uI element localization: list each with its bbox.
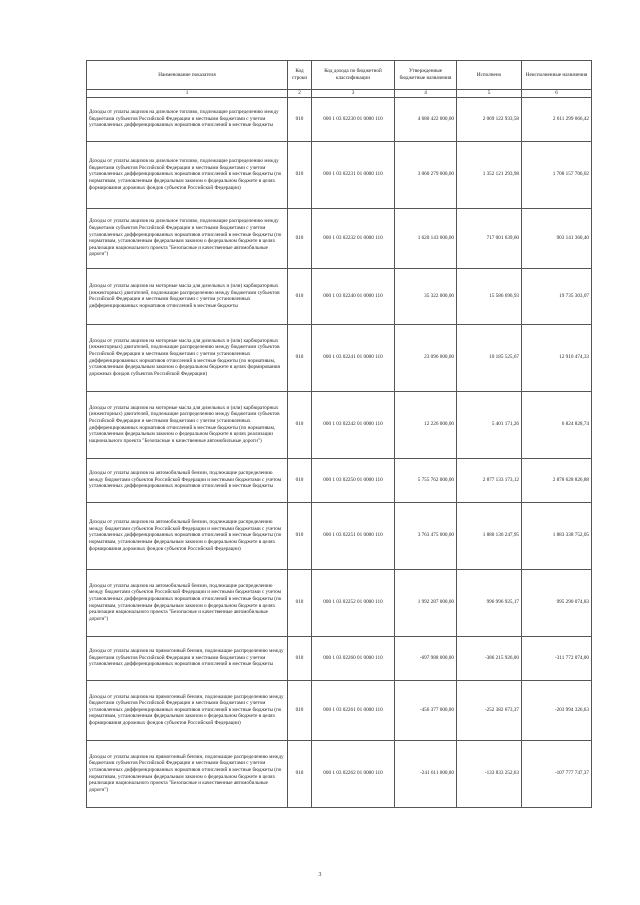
row-executed-cell: 1 352 121 293,98: [457, 141, 522, 208]
table-row: [87, 680, 592, 740]
page-number: 3: [318, 872, 322, 878]
row-line-cell: 010: [288, 97, 312, 141]
row-unexecuted-cell: 995 290 074,83: [522, 569, 592, 636]
row-unexecuted-cell: 2 878 628 826,88: [522, 458, 592, 502]
row-executed-cell: 2 069 122 933,58: [457, 97, 522, 141]
column-number: 2: [288, 90, 312, 98]
row-unexecuted-cell: 12 910 474,33: [522, 324, 592, 391]
row-unexecuted-cell: 6 824 828,74: [522, 391, 592, 458]
row-code-cell: 000 1 03 02230 01 0000 110: [312, 97, 395, 141]
row-approved-cell: 3 763 475 000,00: [395, 502, 457, 569]
row-code-cell: 000 1 03 02232 01 0000 110: [312, 208, 395, 268]
row-approved-cell: 12 226 000,00: [395, 391, 457, 458]
row-name-cell: Доходы от уплаты акцизов на дизельное топливо, подлежащие распределению между бюджетами субъектов Российской Федерации и местными бюджетами с учетом установленных дифференцированных нормативов отчислений в местные бюджеты (по нормативам, установленным федеральным законом о федеральном бюджете в целях формирования дорожных фондов субъектов Российской Федерации): [87, 141, 288, 208]
row-executed-cell: -252 382 673,37: [457, 680, 522, 740]
column-number: 5: [457, 90, 522, 98]
table-row: [87, 141, 592, 208]
row-line-cell: 010: [288, 268, 312, 324]
row-line-cell: 010: [288, 391, 312, 458]
row-code-cell: 000 1 03 02262 01 0000 110: [312, 740, 395, 807]
row-unexecuted-cell: 2 611 299 066,42: [522, 97, 592, 141]
row-line-cell: 010: [288, 502, 312, 569]
row-executed-cell: -386 215 926,00: [457, 636, 522, 680]
row-code-cell: 000 1 03 02250 01 0000 110: [312, 458, 395, 502]
row-approved-cell: 1 992 287 000,00: [395, 569, 457, 636]
row-approved-cell: 3 060 279 000,00: [395, 141, 457, 208]
row-executed-cell: -133 833 252,63: [457, 740, 522, 807]
row-name-cell: Доходы от уплаты акцизов на прямогонный бензин, подлежащие распределению между бюджетами субъектов Российской Федерации и местными бюджетами с учетом установленных дифференцированных нормативов отчислений в местные бюджеты: [87, 636, 288, 680]
row-executed-cell: 5 401 171,26: [457, 391, 522, 458]
row-code-cell: 000 1 03 02252 01 0000 110: [312, 569, 395, 636]
row-executed-cell: 996 996 925,17: [457, 569, 522, 636]
row-code-cell: 000 1 03 02241 01 0000 110: [312, 324, 395, 391]
row-approved-cell: 5 755 762 000,00: [395, 458, 457, 502]
row-executed-cell: 1 880 136 247,95: [457, 502, 522, 569]
header-executed: Исполнено: [457, 61, 522, 90]
column-number: 1: [87, 90, 288, 98]
row-code-cell: 000 1 03 02261 01 0000 110: [312, 680, 395, 740]
row-line-cell: 010: [288, 569, 312, 636]
row-code-cell: 000 1 03 02231 01 0000 110: [312, 141, 395, 208]
row-executed-cell: 10 185 525,67: [457, 324, 522, 391]
row-name-cell: Доходы от уплаты акцизов на автомобильный бензин, подлежащие распределению между бюджетами субъектов Российской Федерации и местными бюджетами с учетом установленных дифференцированных нормативов отчислений в местные бюджеты (по нормативам, установленным федеральным законом о федеральном бюджете в целях реализации национального проекта "Безопасные и качественные автомобильные дороги"): [87, 569, 288, 636]
table-row: [87, 458, 592, 502]
row-line-cell: 010: [288, 740, 312, 807]
row-unexecuted-cell: -107 777 747,37: [522, 740, 592, 807]
table-row: [87, 391, 592, 458]
row-name-cell: Доходы от уплаты акцизов на прямогонный бензин, подлежащие распределению между бюджетами субъектов Российской Федерации и местными бюджетами с учетом установленных дифференцированных нормативов отчислений в местные бюджеты (по нормативам, установленным федеральным законом о федеральном бюджете в целях реализации национального проекта "Безопасные и качественные автомобильные дороги"): [87, 740, 288, 807]
row-code-cell: 000 1 03 02242 01 0000 110: [312, 391, 395, 458]
row-unexecuted-cell: -203 994 326,63: [522, 680, 592, 740]
header-row: [87, 61, 592, 90]
header-unexecuted: Неисполненные назначения: [522, 61, 592, 90]
table-row: [87, 502, 592, 569]
row-approved-cell: -456 377 000,00: [395, 680, 457, 740]
row-name-cell: Доходы от уплаты акцизов на автомобильный бензин, подлежащие распределению между бюджетами субъектов Российской Федерации и местными бюджетами с учетом установленных дифференцированных нормативов отчислений в местные бюджеты (по нормативам, установленным федеральным законом о федеральном бюджете в целях формирования дорожных фондов субъектов Российской Федерации): [87, 502, 288, 569]
row-executed-cell: 2 877 133 173,12: [457, 458, 522, 502]
table-row: [87, 324, 592, 391]
row-unexecuted-cell: 903 141 360,40: [522, 208, 592, 268]
table-row: [87, 740, 592, 807]
row-line-cell: 010: [288, 458, 312, 502]
row-name-cell: Доходы от уплаты акцизов на автомобильный бензин, подлежащие распределению между бюджетами субъектов Российской Федерации и местными бюджетами с учетом установленных дифференцированных нормативов отчислений в местные бюджеты: [87, 458, 288, 502]
row-line-cell: 010: [288, 141, 312, 208]
column-number: 4: [395, 90, 457, 98]
row-approved-cell: -697 988 000,00: [395, 636, 457, 680]
row-line-cell: 010: [288, 208, 312, 268]
revenue-table: [86, 60, 592, 808]
table-row: [87, 208, 592, 268]
row-unexecuted-cell: 1 708 157 706,02: [522, 141, 592, 208]
row-name-cell: Доходы от уплаты акцизов на моторные масла для дизельных и (или) карбюраторных (инжекторных) двигателей, подлежащие распределению между бюджетами субъектов Российской Федерации и местными бюджетами с учетом установленных дифференцированных нормативов отчислений в местные бюджеты: [87, 268, 288, 324]
row-approved-cell: 35 322 000,00: [395, 268, 457, 324]
row-line-cell: 010: [288, 324, 312, 391]
row-code-cell: 000 1 03 02251 01 0000 110: [312, 502, 395, 569]
table-row: [87, 569, 592, 636]
row-code-cell: 000 1 03 02260 01 0000 110: [312, 636, 395, 680]
row-approved-cell: 4 680 422 000,00: [395, 97, 457, 141]
header-classification-code: Код дохода по бюджетной классификации: [312, 61, 395, 90]
table-row: [87, 636, 592, 680]
row-name-cell: Доходы от уплаты акцизов на прямогонный бензин, подлежащие распределению между бюджетами субъектов Российской Федерации и местными бюджетами с учетом установленных дифференцированных нормативов отчислений в местные бюджеты (по нормативам, установленным федеральным законом о федеральном бюджете в целях формирования дорожных фондов субъектов Российской Федерации): [87, 680, 288, 740]
row-name-cell: Доходы от уплаты акцизов на дизельное топливо, подлежащие распределению между бюджетами субъектов Российской Федерации и местными бюджетами с учетом установленных дифференцированных нормативов отчислений в местные бюджеты: [87, 97, 288, 141]
row-executed-cell: 15 586 696,93: [457, 268, 522, 324]
row-unexecuted-cell: -311 772 074,00: [522, 636, 592, 680]
row-name-cell: Доходы от уплаты акцизов на моторные масла для дизельных и (или) карбюраторных (инжекторных) двигателей, подлежащие распределению между бюджетами субъектов Российской Федерации и местными бюджетами с учетом установленных дифференцированных нормативов отчислений в местные бюджеты (по нормативам, установленным федеральным законом о федеральном бюджете в целях реализации национального проекта "Безопасные и качественные автомобильные дороги"): [87, 391, 288, 458]
header-indicator-name: Наименование показателя: [87, 61, 288, 90]
header-approved: Утвержденные бюджетные назначения: [395, 61, 457, 90]
table-body: [87, 97, 592, 807]
row-line-cell: 010: [288, 680, 312, 740]
header-line-code: Код строки: [288, 61, 312, 90]
table-row: [87, 97, 592, 141]
row-unexecuted-cell: 19 735 303,07: [522, 268, 592, 324]
column-number: 6: [522, 90, 592, 98]
row-unexecuted-cell: 1 883 338 752,05: [522, 502, 592, 569]
row-approved-cell: 1 620 143 000,00: [395, 208, 457, 268]
row-name-cell: Доходы от уплаты акцизов на дизельное топливо, подлежащие распределению между бюджетами субъектов Российской Федерации и местными бюджетами с учетом установленных дифференцированных нормативов отчислений в местные бюджеты (по нормативам, установленным федеральным законом о федеральном бюджете в целях реализации национального проекта "Безопасные и качественные автомобильные дороги"): [87, 208, 288, 268]
column-number: 3: [312, 90, 395, 98]
column-number-row: [87, 90, 592, 98]
row-approved-cell: -241 611 000,00: [395, 740, 457, 807]
row-name-cell: Доходы от уплаты акцизов на моторные масла для дизельных и (или) карбюраторных (инжекторных) двигателей, подлежащие распределению между бюджетами субъектов Российской Федерации и местными бюджетами с учетом установленных дифференцированных нормативов отчислений в местные бюджеты (по нормативам, установленным федеральным законом о федеральном бюджете в целях формирования дорожных фондов субъектов Российской Федерации): [87, 324, 288, 391]
table-row: [87, 268, 592, 324]
row-approved-cell: 23 096 000,00: [395, 324, 457, 391]
row-line-cell: 010: [288, 636, 312, 680]
row-executed-cell: 717 001 639,60: [457, 208, 522, 268]
row-code-cell: 000 1 03 02240 01 0000 110: [312, 268, 395, 324]
